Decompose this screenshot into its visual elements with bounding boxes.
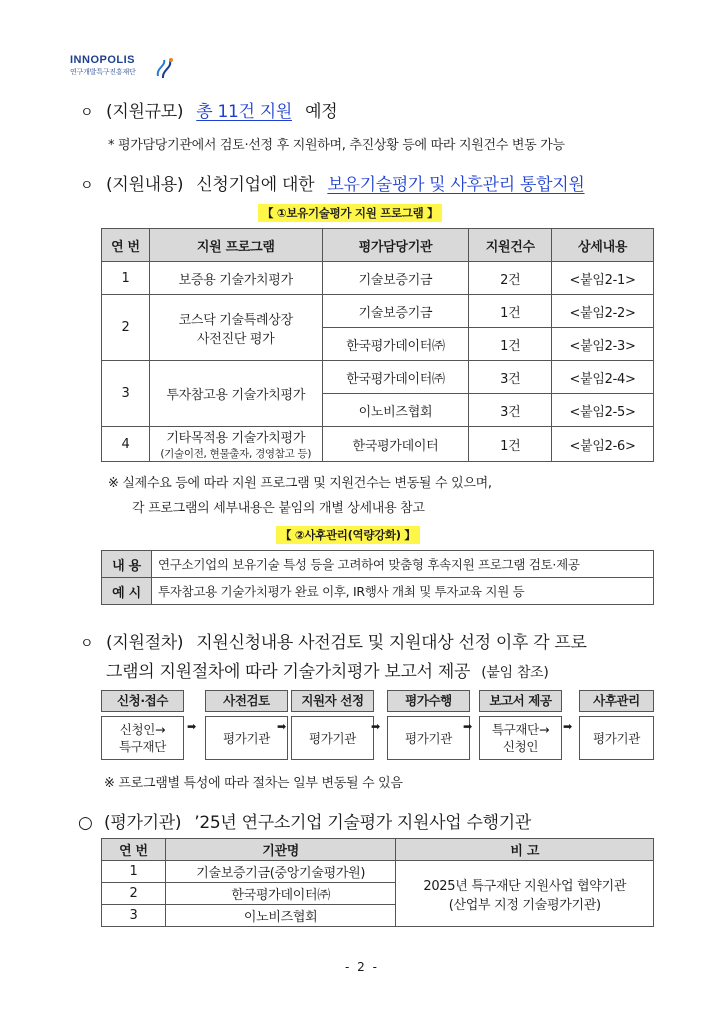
program-subtitle: 【 ①보유기술평가 지원 프로그램 】 [258, 204, 442, 222]
section-ref-text: (붙임 참조) [481, 665, 549, 681]
remark-cell [396, 861, 654, 927]
program-name [149, 295, 322, 361]
section-text: 그램의 지원절차에 따라 기술가치평가 보고서 제공 [106, 662, 471, 682]
institution-name: 기술보증기금(중앙기술평가원) [165, 861, 396, 883]
innopolis-logo [70, 54, 180, 82]
flow-step [205, 690, 288, 760]
flow-step [479, 690, 562, 760]
program-note-2: 각 프로그램의 세부내용은 붙임의 개별 상세내용 참고 [132, 501, 425, 516]
agency-name: 한국평가데이터 [322, 427, 469, 462]
section-tag: (지원내용) [106, 175, 184, 195]
step-body: 평가기관 [291, 716, 374, 760]
agency-name: 한국평가데이터㈜ [322, 328, 469, 361]
header-cell: 비 고 [396, 839, 654, 861]
table-row [102, 262, 654, 295]
institution-name: 이노비즈협회 [165, 905, 396, 927]
row-number: 2 [102, 883, 166, 905]
flow-step [291, 690, 374, 760]
count-cell: 1건 [469, 295, 552, 328]
step-title: 평가수행 [387, 690, 470, 712]
program-table [101, 228, 654, 462]
section-tag: (지원절차) [106, 633, 184, 653]
agency-name: 기술보증기금 [322, 262, 469, 295]
institution-name: 한국평가데이터㈜ [165, 883, 396, 905]
aftercare-table [101, 550, 654, 605]
row-number: 2 [102, 295, 150, 361]
program-name: 보증용 기술가치평가 [149, 262, 322, 295]
step-title: 지원자 선정 [291, 690, 374, 712]
row-number: 3 [102, 361, 150, 427]
table-row [102, 427, 654, 462]
detail-cell: <붙임2-4> [552, 361, 654, 394]
section-scale [80, 97, 337, 122]
bullet-marker: ㅇ [80, 636, 94, 652]
step-body-line: 신청인 [502, 739, 539, 754]
program-note-1: ※ 실제수요 등에 따라 지원 프로그램 및 지원건수는 변동될 수 있으며, [108, 476, 492, 491]
arrow-right-icon: ➡ [371, 720, 381, 733]
row-text: 투자참고용 기술가치평가 완료 이후, IR행사 개최 및 투자교육 지원 등 [152, 578, 654, 605]
program-name-line: 사전진단 평가 [197, 331, 275, 347]
flow-step [579, 690, 654, 760]
step-title: 보고서 제공 [479, 690, 562, 712]
count-cell: 1건 [469, 328, 552, 361]
header-cell: 지원건수 [469, 229, 552, 262]
step-body: 평가기관 [579, 716, 654, 760]
logo-brand-text: INNOPOLIS [70, 54, 136, 66]
remark-line: 2025년 특구재단 지원사업 협약기관 [423, 878, 627, 894]
step-body [479, 716, 562, 760]
step-body: 평가기관 [205, 716, 288, 760]
arrow-right-icon: ➡ [277, 720, 287, 733]
arrow-right-icon: ➡ [463, 720, 473, 733]
program-name-line: 기타목적용 기술가치평가 [166, 431, 306, 446]
table-header-row [102, 229, 654, 262]
aftercare-subtitle: 【 ②사후관리(역량강화) 】 [276, 526, 420, 544]
section-evaluator [78, 808, 531, 833]
detail-cell: <붙임2-3> [552, 328, 654, 361]
agency-name: 기술보증기금 [322, 295, 469, 328]
count-cell: 1건 [469, 427, 552, 462]
table-row [102, 551, 654, 578]
page-number: - 2 - [345, 960, 379, 974]
bullet-marker: ㅇ [80, 178, 94, 194]
scale-note: * 평가담당기관에서 검토·선정 후 지원하며, 추진상황 등에 따라 지원건수 변동 가능 [108, 138, 565, 153]
bullet-marker: ㅇ [80, 105, 94, 121]
section-tag: (평가기관) [104, 813, 182, 833]
section-text: 지원신청내용 사전검토 및 지원대상 선정 이후 각 프로 [196, 633, 587, 653]
header-cell: 기관명 [165, 839, 396, 861]
step-body [101, 716, 184, 760]
section-text: 예정 [305, 102, 338, 122]
row-label: 내 용 [102, 551, 152, 578]
logo-swirl-icon [154, 56, 176, 80]
step-title: 사전검토 [205, 690, 288, 712]
step-body: 평가기관 [387, 716, 470, 760]
section-procedure [80, 628, 587, 653]
row-number: 1 [102, 262, 150, 295]
table-row [102, 861, 654, 883]
detail-cell: <붙임2-6> [552, 427, 654, 462]
institution-table [101, 838, 654, 927]
step-body-line: 특구재단 [118, 739, 167, 754]
remark-line: (산업부 지정 기술평가기관) [448, 897, 601, 913]
row-number: 3 [102, 905, 166, 927]
agency-name: 이노비즈협회 [322, 394, 469, 427]
section-text: 신청기업에 대한 [196, 175, 315, 195]
arrow-right-icon: ➡ [187, 720, 197, 733]
bullet-marker: ○ [78, 813, 93, 833]
section-procedure-line2 [106, 657, 549, 682]
detail-cell: <붙임2-5> [552, 394, 654, 427]
procedure-note: ※ 프로그램별 특성에 따라 절차는 일부 변동될 수 있음 [104, 776, 403, 791]
table-row [102, 295, 654, 328]
header-cell: 지원 프로그램 [149, 229, 322, 262]
table-row [102, 578, 654, 605]
detail-cell: <붙임2-1> [552, 262, 654, 295]
step-title: 신청·접수 [101, 690, 184, 712]
arrow-right-icon: ➡ [563, 720, 573, 733]
step-body-line: 신청인→ [119, 722, 166, 737]
section-tag: (지원규모) [106, 102, 184, 122]
table-header-row [102, 839, 654, 861]
row-text: 연구소기업의 보유기술 특성 등을 고려하여 맞춤형 후속지원 프로그램 검토·제공 [152, 551, 654, 578]
section-text: ’25년 연구소기업 기술평가 지원사업 수행기관 [194, 813, 532, 833]
row-label: 예 시 [102, 578, 152, 605]
step-body-line: 특구재단→ [491, 722, 550, 737]
program-name: 투자참고용 기술가치평가 [149, 361, 322, 427]
flow-step [387, 690, 473, 760]
program-name-small: (기술이전, 현물출자, 경영참고 등) [160, 448, 312, 460]
count-cell: 3건 [469, 394, 552, 427]
table-row [102, 361, 654, 394]
count-cell: 3건 [469, 361, 552, 394]
header-cell: 연 번 [102, 839, 166, 861]
logo-org-text: 연구개발특구진흥재단 [70, 69, 136, 76]
procedure-flow [101, 690, 654, 760]
program-name [149, 427, 322, 462]
agency-name: 한국평가데이터㈜ [322, 361, 469, 394]
detail-cell: <붙임2-2> [552, 295, 654, 328]
row-number: 1 [102, 861, 166, 883]
highlight-text: 보유기술평가 및 사후관리 통합지원 [327, 175, 585, 195]
header-cell: 평가담당기관 [322, 229, 469, 262]
header-cell: 연 번 [102, 229, 150, 262]
program-name-line: 코스닥 기술특례상장 [178, 312, 293, 328]
section-content [80, 170, 585, 195]
header-cell: 상세내용 [552, 229, 654, 262]
step-title: 사후관리 [579, 690, 654, 712]
count-cell: 2건 [469, 262, 552, 295]
row-number: 4 [102, 427, 150, 462]
flow-step [101, 690, 184, 760]
highlight-text: 총 11건 지원 [196, 102, 292, 122]
